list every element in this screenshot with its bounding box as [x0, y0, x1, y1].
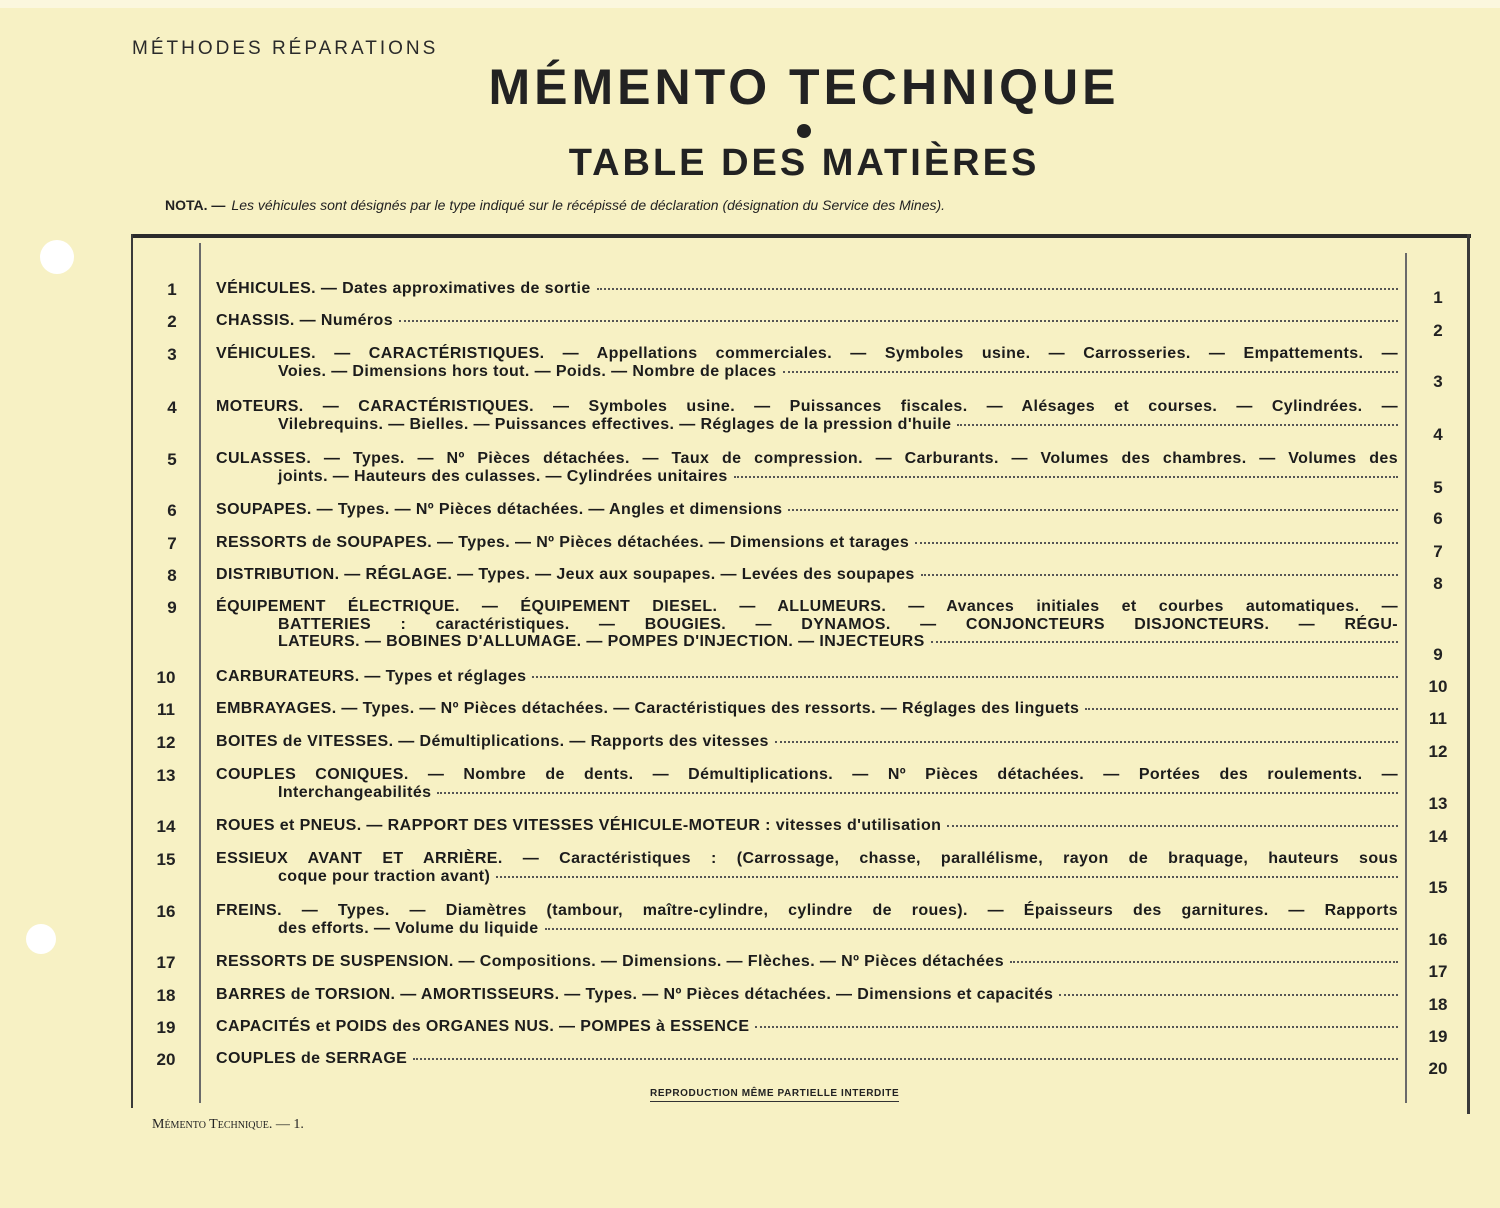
entry-heading	[216, 312, 1398, 330]
entry-page-number: 13	[1428, 794, 1448, 813]
entry-text: CHASSIS. — Numéros	[216, 312, 394, 329]
entry-page-number: 8	[1433, 574, 1443, 593]
entry-heading	[216, 668, 1398, 686]
entry-continuation	[278, 633, 1398, 651]
entry-text: coque pour traction avant)	[278, 867, 491, 885]
entry-page-number: 14	[1428, 827, 1448, 846]
nota-text: Les véhicules sont désignés par le type indiqué sur le récépissé de déclaration (désignation du Service des Mines).	[231, 197, 946, 213]
entry-heading	[216, 1050, 1398, 1068]
entry-text: COUPLES CONIQUES. — Nombre de dents. — Démultiplications. — Nº Pièces détachées. — Portées des roulements. —	[216, 766, 1398, 783]
entry-heading	[216, 280, 1398, 298]
frame-right-rule	[1467, 234, 1470, 1114]
entry-page-number: 7	[1433, 542, 1443, 561]
entry-text: EMBRAYAGES. — Types. — Nº Pièces détachées. — Caractéristiques des ressorts. — Réglages des linguets	[216, 700, 1080, 717]
reproduction-notice: REPRODUCTION MÊME PARTIELLE INTERDITE	[650, 1088, 899, 1102]
entry-heading	[216, 598, 1398, 616]
entry-number: 3	[167, 345, 177, 364]
dot-leader	[1010, 961, 1398, 963]
entry-number: 9	[167, 598, 177, 617]
entry-text: CAPACITÉS et POIDS des ORGANES NUS. — POMPES à ESSENCE	[216, 1018, 750, 1035]
entry-text: CULASSES. — Types. — Nº Pièces détachées. — Taux de compression. — Carburants. — Volumes des chambres. — Volumes des	[216, 450, 1398, 467]
frame-left-rule	[131, 234, 133, 1108]
dot-leader	[1059, 994, 1398, 996]
dot-leader	[1085, 708, 1398, 710]
entry-page-number: 19	[1428, 1027, 1448, 1046]
entry-page-number: 2	[1433, 321, 1443, 340]
entry-text: Vilebrequins. — Bielles. — Puissances effectives. — Réglages de la pression d'huile	[278, 415, 952, 433]
nota-label: NOTA. —	[165, 197, 226, 213]
dot-leader	[437, 792, 1398, 794]
entry-heading	[216, 534, 1398, 552]
entry-page-number: 12	[1428, 742, 1448, 761]
entry-number: 4	[167, 398, 177, 417]
entry-page-number: 17	[1428, 962, 1448, 981]
entry-number: 6	[167, 501, 177, 520]
entry-text: BATTERIES : caractéristiques. — BOUGIES. — DYNAMOS. — CONJONCTEURS DISJONCTEURS. — RÉGU-	[278, 615, 1398, 633]
entry-heading	[216, 733, 1398, 751]
entry-page-number: 16	[1428, 930, 1448, 949]
entry-text: ÉQUIPEMENT ÉLECTRIQUE. — ÉQUIPEMENT DIESEL. — ALLUMEURS. — Avances initiales et courbes automatiques. —	[216, 598, 1398, 615]
entry-number: 13	[156, 766, 176, 785]
punch-hole-bottom	[26, 924, 56, 954]
entry-page-number: 6	[1433, 509, 1443, 528]
entry-heading	[216, 766, 1398, 784]
entry-page-number: 3	[1433, 372, 1443, 391]
entry-page-number: 5	[1433, 478, 1443, 497]
entry-page-number: 11	[1429, 709, 1447, 728]
entry-continuation	[278, 920, 1398, 938]
entry-text: Voies. — Dimensions hors tout. — Poids. — Nombre de places	[278, 362, 777, 380]
entry-number: 18	[156, 986, 176, 1005]
number-column-rule	[199, 243, 201, 1103]
nota-note	[165, 197, 945, 213]
entry-text: BARRES de TORSION. — AMORTISSEURS. — Types. — Nº Pièces détachées. — Dimensions et capacités	[216, 986, 1054, 1003]
entry-number: 15	[156, 850, 176, 869]
dot-leader	[957, 424, 1398, 426]
dot-leader	[413, 1058, 1398, 1060]
entry-text: MOTEURS. — CARACTÉRISTIQUES. — Symboles usine. — Puissances fiscales. — Alésages et courses. — Cylindrées. —	[216, 398, 1398, 415]
entry-text: SOUPAPES. — Types. — Nº Pièces détachées. — Angles et dimensions	[216, 501, 783, 518]
entry-heading	[216, 953, 1398, 971]
entry-continuation	[278, 468, 1398, 486]
entry-text: ROUES et PNEUS. — RAPPORT DES VITESSES VÉHICULE-MOTEUR : vitesses d'utilisation	[216, 817, 942, 834]
entry-text: des efforts. — Volume du liquide	[278, 919, 539, 937]
dot-leader	[545, 928, 1398, 930]
section-label: MÉTHODES RÉPARATIONS	[132, 38, 439, 59]
bullet-separator	[797, 124, 811, 138]
page-footer: Mémento Technique. — 1.	[152, 1117, 304, 1132]
dot-leader	[734, 476, 1398, 478]
dot-leader	[755, 1026, 1398, 1028]
entry-number: 16	[156, 902, 176, 921]
dot-leader	[597, 288, 1398, 290]
entry-number: 10	[156, 668, 176, 687]
entry-number: 8	[167, 566, 177, 585]
dot-leader	[532, 676, 1398, 678]
page-edge	[0, 0, 1500, 8]
entry-text: Interchangeabilités	[278, 783, 432, 801]
entry-text: RESSORTS DE SUSPENSION. — Compositions. — Dimensions. — Flèches. — Nº Pièces détachées	[216, 953, 1004, 970]
punch-hole-top	[40, 240, 74, 274]
entry-heading	[216, 986, 1398, 1004]
entry-heading	[216, 450, 1398, 468]
entry-text: joints. — Hauteurs des culasses. — Cylindrées unitaires	[278, 467, 728, 485]
entry-text: RESSORTS de SOUPAPES. — Types. — Nº Pièces détachées. — Dimensions et tarages	[216, 534, 910, 551]
entry-page-number: 10	[1428, 677, 1448, 696]
entry-heading	[216, 817, 1398, 835]
entry-page-number: 4	[1433, 425, 1443, 444]
entry-page-number: 9	[1433, 645, 1443, 664]
entry-number: 12	[156, 733, 176, 752]
entry-page-number: 20	[1428, 1059, 1448, 1078]
dot-leader	[775, 741, 1398, 743]
entry-page-number: 18	[1428, 995, 1448, 1014]
entry-text: BOITES de VITESSES. — Démultiplications. — Rapports des vitesses	[216, 733, 769, 750]
entry-heading	[216, 345, 1398, 363]
entry-continuation	[278, 784, 1398, 802]
entry-continuation	[278, 868, 1398, 886]
document-title: MÉMENTO TECHNIQUE	[488, 59, 1120, 115]
page-column-rule	[1405, 253, 1407, 1103]
entry-heading	[216, 398, 1398, 416]
entry-continuation	[278, 416, 1398, 434]
entry-text: CARBURATEURS. — Types et réglages	[216, 668, 527, 685]
entry-page-number: 1	[1433, 288, 1443, 307]
entry-number: 14	[156, 817, 176, 836]
entry-text: VÉHICULES. — Dates approximatives de sortie	[216, 280, 591, 297]
entry-heading	[216, 566, 1398, 584]
entry-text: LATEURS. — BOBINES D'ALLUMAGE. — POMPES D'INJECTION. — INJECTEURS	[278, 633, 925, 650]
entry-text: ESSIEUX AVANT ET ARRIÈRE. — Caractéristiques : (Carrossage, chasse, parallélisme, rayon de braquage, hauteurs sous	[216, 850, 1398, 867]
dot-leader	[783, 371, 1398, 373]
entry-heading	[216, 700, 1398, 718]
dot-leader	[947, 825, 1398, 827]
entry-text: DISTRIBUTION. — RÉGLAGE. — Types. — Jeux aux soupapes. — Levées des soupapes	[216, 566, 915, 583]
dot-leader	[915, 542, 1398, 544]
dot-leader	[496, 876, 1398, 878]
entry-number: 11	[157, 700, 175, 719]
entry-heading	[216, 501, 1398, 519]
entry-continuation	[278, 616, 1398, 634]
dot-leader	[399, 320, 1398, 322]
dot-leader	[921, 574, 1398, 576]
entry-page-number: 15	[1428, 878, 1448, 897]
entry-heading	[216, 1018, 1398, 1036]
entry-text: VÉHICULES. — CARACTÉRISTIQUES. — Appellations commerciales. — Symboles usine. — Carrosseries. — Empattements. —	[216, 345, 1398, 362]
entry-continuation	[278, 363, 1398, 381]
frame-top-rule	[133, 234, 1471, 238]
entry-number: 20	[156, 1050, 176, 1069]
dot-leader	[788, 509, 1398, 511]
entry-number: 7	[167, 534, 177, 553]
entry-number: 5	[167, 450, 177, 469]
entry-number: 2	[167, 312, 177, 331]
document-subtitle: TABLE DES MATIÈRES	[568, 142, 1040, 184]
entry-number: 17	[156, 953, 176, 972]
entry-heading	[216, 850, 1398, 868]
dot-leader	[931, 641, 1398, 643]
entry-number: 1	[167, 280, 177, 299]
entry-text: COUPLES de SERRAGE	[216, 1050, 408, 1067]
entry-heading	[216, 902, 1398, 920]
entry-text: FREINS. — Types. — Diamètres (tambour, maître-cylindre, cylindre de roues). — Épaisseurs des garnitures. — Rapports	[216, 902, 1398, 919]
entry-number: 19	[156, 1018, 176, 1037]
